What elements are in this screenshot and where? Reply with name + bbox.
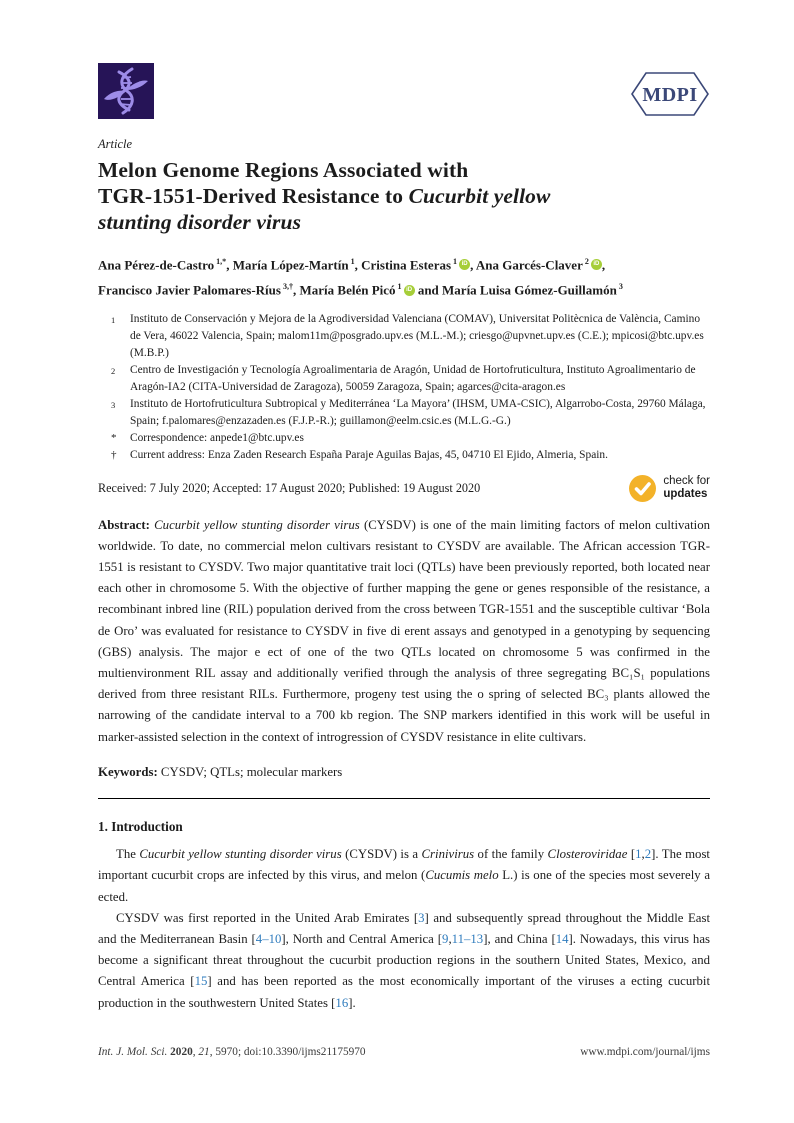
citation-link[interactable]: 1 [635,847,642,862]
text-run: Crinivirus [421,847,475,862]
ijms-journal-logo[interactable] [98,63,154,124]
author-affiliation-marker: 1 [397,282,402,292]
journal-url[interactable]: www.mdpi.com/journal/ijms [580,1046,710,1058]
text-run: Closteroviridae [547,847,628,862]
intro-paragraph-2 [98,908,710,1014]
citation-info [98,1046,366,1058]
text-run: 2020 [170,1046,193,1058]
title-line-1 [98,157,710,183]
author-separator: , [226,257,233,273]
page-footer [98,1046,710,1058]
text-run: CYSDV was first reported in the United Arab Emirates [ [116,910,419,925]
author-affiliation-marker: 2 [584,257,589,266]
author-name: María Luisa Gómez-Guillamón [442,282,617,298]
badge-line-2: updates [663,488,708,501]
author-separator: , [354,257,362,273]
text-run: Cucurbit yellow stunting disorder virus [154,517,360,532]
text-run: [ [627,847,636,862]
affiliation-item [98,396,710,430]
section-heading-introduction: 1. Introduction [98,819,183,835]
text-run: (CYSDV) is a [341,847,422,862]
text-run: L.) is one of the species most severely a ected. [98,868,710,904]
text-run: Abstract: [98,517,155,532]
author-separator: and [414,282,443,298]
author-name: Ana Pérez-de-Castro [98,257,215,273]
text-run: The [116,847,140,862]
text-run: ]. [348,995,356,1010]
author-name: Ana Garcés-Claver [475,257,583,273]
affiliation-item [98,447,710,464]
author-line-2 [98,276,710,301]
author-affiliation-marker: 3,† [282,282,293,292]
citation-link[interactable]: 9 [442,931,449,946]
affiliation-text: Correspondence: anpede1@btc.upv.es [130,431,304,444]
affiliation-text: Current address: Enza Zaden Research España Paraje Aguilas Bajas, 45, 04710 El Ejido, Almeria, Spain. [130,448,608,461]
citation-link[interactable]: 4–10 [255,931,282,946]
affiliation-item [98,430,710,447]
citation-link[interactable]: 15 [194,974,208,989]
citation-link[interactable]: 2 [644,847,652,862]
affiliation-marker: † [111,448,117,461]
text-run: ]. The most important cucurbit crops are infected by this virus, and melon ( [98,847,710,883]
author-separator: , [470,257,476,273]
author-affiliation-marker: 3 [618,282,623,292]
author-affiliation-marker: 1 [350,257,355,266]
text-run: , [448,931,452,946]
intro-paragraph-1 [98,844,710,908]
text-run: Keywords: [98,764,161,779]
page-header [98,63,710,124]
citation-link[interactable]: 14 [555,931,569,946]
keywords [98,762,710,783]
text-run: of the family [474,847,548,862]
author-separator: , [601,257,606,273]
section-divider [98,798,710,799]
affiliation-item [98,362,710,396]
affiliation-marker: 2 [111,365,116,376]
affiliation-list [98,311,710,464]
text-run: Cucurbit yellow [408,184,551,208]
author-name: Cristina Esteras [361,257,452,273]
abstract [98,515,710,748]
check-icon [629,475,656,502]
author-affiliation-marker: 1 [453,257,458,266]
text-run: CYSDV; QTLs; molecular markers [160,764,343,779]
article-type-label: Article [98,137,133,151]
dates-row [98,475,710,502]
badge-text [663,475,710,501]
author-name: María López-Martín [232,257,349,273]
dates-line: Received: 7 July 2020; Accepted: 17 August 2020; Published: 19 August 2020 [98,480,481,495]
affiliation-marker: 3 [111,399,116,410]
affiliation-marker: * [111,431,117,444]
text-run: ] and has been reported as the most economically important of the viruses a ecting cucurbit production in the southwestern United States [ [98,974,710,1010]
author-line-1 [98,251,710,276]
affiliation-text: Instituto de Hortofruticultura Subtropical y Mediterránea ‘La Mayora’ (IHSM, UMA-CSIC), Algarrobo-Costa, 29760 Málaga, Spain; f.palomares@enzazaden.es (F.J.P.-R.); guillamon@eelm.csic.es (M.L.G.-G.) [130,397,706,427]
orcid-icon[interactable]: iD [404,285,415,296]
author-name: María Belén Picó [299,282,396,298]
citation-link[interactable]: 3 [418,910,425,925]
citation-link[interactable]: 11–13 [451,931,484,946]
affiliation-marker: 1 [111,314,116,325]
text-run: ], and China [ [483,931,556,946]
author-name: Francisco Javier Palomares-Ríus [98,282,281,298]
badge-line-1: check for [663,475,710,488]
text-run: stunting disorder virus [98,210,302,234]
text-run: TGR-1551-Derived Resistance to [98,184,409,208]
title-line-2 [98,183,710,209]
text-run: 21 [198,1046,210,1058]
text-run: Cucurbit yellow stunting disorder virus [139,847,342,862]
title-line-3 [98,209,710,235]
text-run: Int. J. Mol. Sci. [98,1046,171,1058]
mdpi-logo-text: MDPI [642,84,698,106]
text-run: , [641,847,645,862]
text-run: , 5970; doi:10.3390/ijms21175970 [209,1046,366,1058]
dna-helix-icon [98,63,154,119]
orcid-icon[interactable]: iD [459,259,470,270]
text-run: ], North and Central America [ [281,931,443,946]
text-run: ]. Nowadays, this virus has become a significant threat throughout the cucurbit production regions in the southern United States, Mexico, and Central America [ [98,931,710,989]
citation-link[interactable]: 16 [335,995,349,1010]
affiliation-item [98,311,710,362]
text-run: Melon Genome Regions Associated with [98,158,469,182]
text-run: , [192,1046,199,1058]
orcid-icon[interactable]: iD [591,259,602,270]
affiliation-text: Instituto de Conservación y Mejora de la Agrodiversidad Valenciana (COMAV), Universitat Politècnica de València, Camino de Vera, 46022 Valencia, Spain; malom11m@posgrado.upv.es (M.L.-M.); criesgo@upvnet.upv.es (C.E.); mpicosi@btc.upv.es (M.B.P.) [130,312,704,359]
article-title [98,157,710,235]
text-run: Cucumis melo [425,868,499,883]
mdpi-logo[interactable] [630,71,710,122]
affiliation-text: Centro de Investigación y Tecnología Agroalimentaria de Aragón, Unidad de Hortofruticultura, Instituto Agroalimentario de Aragón-IA2 (CITA-Universidad de Zaragoza), 50059 Zaragoza, Spain; agarces@cita-aragon.es [130,363,696,393]
check-for-updates-badge[interactable] [629,475,710,502]
author-affiliation-marker: 1,* [216,257,227,266]
text-run: ] and subsequently spread throughout the Middle East and the Mediterranean Basin [ [98,910,711,946]
author-separator: , [293,282,300,298]
author-list [98,251,710,302]
text-run: (CYSDV) is one of the main limiting factors of melon cultivation worldwide. To date, no commercial melon cultivars resistant to CYSDV are available. The African accession TGR-1551 is resistant to CYSDV. Two major quantitative trait loci (QTLs) have been previously reported, both located near each other in chromosome 5. With the objective of further mapping the gene or genes responsible of the resistance, a recombinant inbred line (RIL) population derived from the cross between TGR-1551 and the susceptible cultivar ‘Bola de Oro’ was evaluated for resistance to CYSDV in five di erent assays and genotyped in a genotyping by sequencing (GBS) analysis. The major e ect of one of the two QTLs located on chromosome 5 was confirmed in the multienvironment RIL assay and additionally verified through the analysis of three segregating BC₁S₁ populations derived from three resistant RILs. Furthermore, progeny test using the o spring of selected BC₃ plants allowed the narrowing of the candidate interval to a 700 kb region. The SNP markers identified in this work will be useful in marker-assisted selection in the context of introgression of CYSDV resistance in elite cultivars. [98,517,710,744]
